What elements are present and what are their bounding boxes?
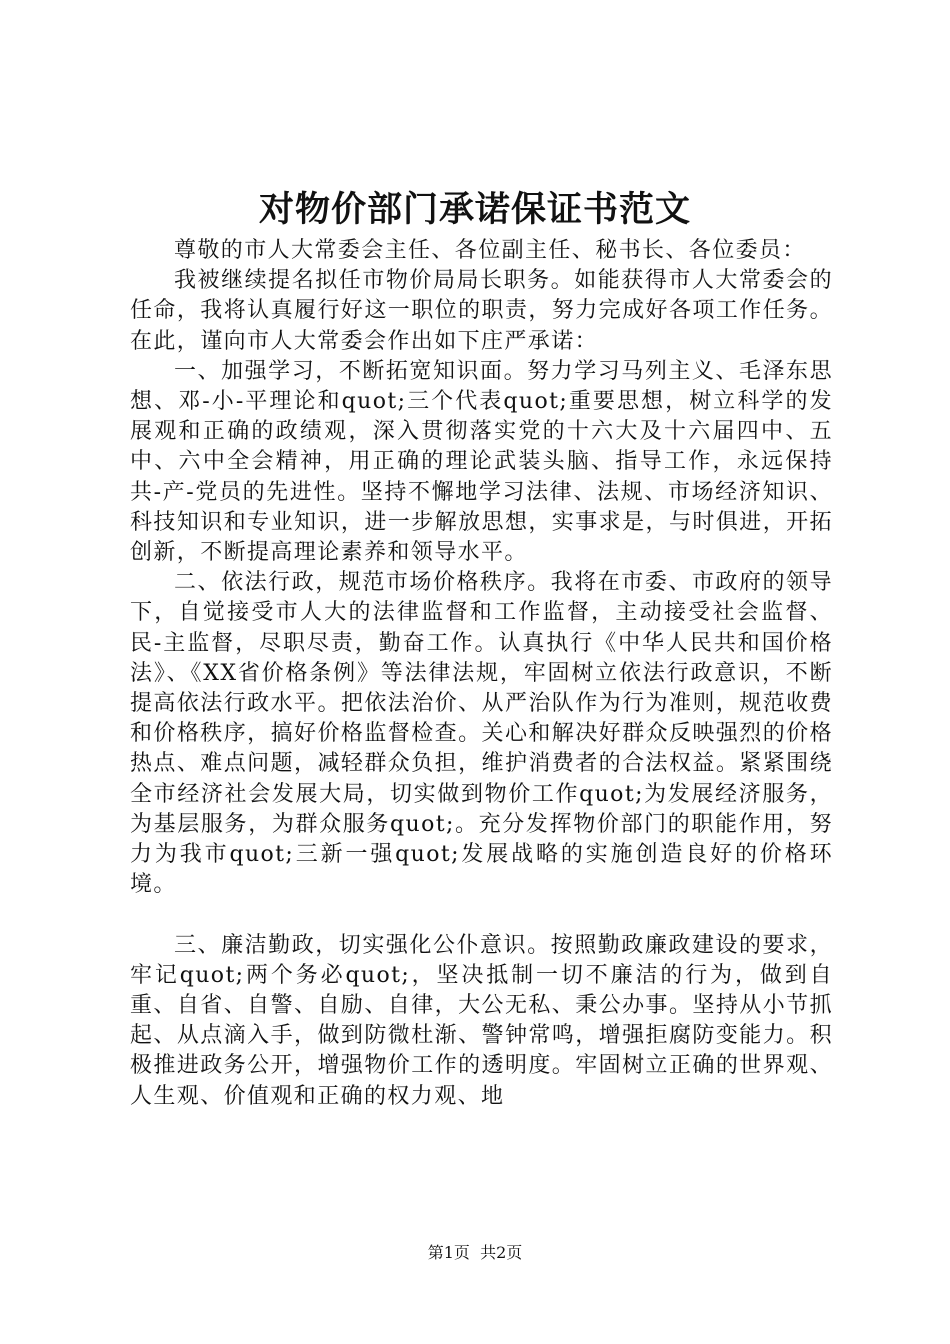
page-number: 第1页: [427, 1243, 470, 1262]
page-total: 共2页: [480, 1243, 523, 1262]
section-one-paragraph: 一、加强学习，不断拓宽知识面。努力学习马列主义、毛泽东思想、邓-小-平理论和quot;三个代表quot;重要思想，树立科学的发展观和正确的政绩观，深入贯彻落实党的十六大及十六届四中、五中、六中全会精神，用正确的理论武装头脑、指导工作，永远保持共-产-党员的先进性。坚持不懈地学习法律、法规、市场经济知识、科技知识和专业知识，进一步解放思想，实事求是，与时俱进，开拓创新，不断提高理论素养和领导水平。: [130, 358, 833, 566]
intro-paragraph: 我被继续提名拟任市物价局局长职务。如能获得市人大常委会的任命，我将认真履行好这一职位的职责，努力完成好各项工作任务。在此，谨向市人大常委会作出如下庄严承诺：: [130, 268, 833, 354]
salutation-paragraph: 尊敬的市人大常委会主任、各位副主任、秘书长、各位委员：: [174, 238, 806, 263]
footer-separator: [470, 1243, 480, 1262]
document-title: 对物价部门承诺保证书范文: [258, 189, 691, 230]
page-footer: [0, 1242, 950, 1264]
paragraph-spacer: [130, 900, 833, 930]
document-body: [130, 236, 833, 1112]
section-three-paragraph: 三、廉洁勤政，切实强化公仆意识。按照勤政廉政建设的要求，牢记quot;两个务必quot;，坚决抵制一切不廉洁的行为，做到自重、自省、自警、自励、自律，大公无私、秉公办事。坚持从小节抓起、从点滴入手，做到防微杜渐、警钟常鸣，增强拒腐防变能力。积极推进政务公开，增强物价工作的透明度。牢固树立正确的世界观、人生观、价值观和正确的权力观、地: [130, 932, 833, 1109]
section-two-paragraph: 二、依法行政，规范市场价格秩序。我将在市委、市政府的领导下，自觉接受市人大的法律监督和工作监督，主动接受社会监督、民-主监督，尽职尽责，勤奋工作。认真执行《中华人民共和国价格法》、《XX省价格条例》等法律法规，牢固树立依法行政意识，不断提高依法行政水平。把依法治价、从严治队作为行为准则，规范收费和价格秩序，搞好价格监督检查。关心和解决好群众反映强烈的价格热点、难点问题，减轻群众负担，维护消费者的合法权益。紧紧围绕全市经济社会发展大局，切实做到物价工作quot;为发展经济服务，为基层服务，为群众服务quot;。充分发挥物价部门的职能作用，努力为我市quot;三新一强quot;发展战略的实施创造良好的价格环境。: [130, 570, 833, 898]
